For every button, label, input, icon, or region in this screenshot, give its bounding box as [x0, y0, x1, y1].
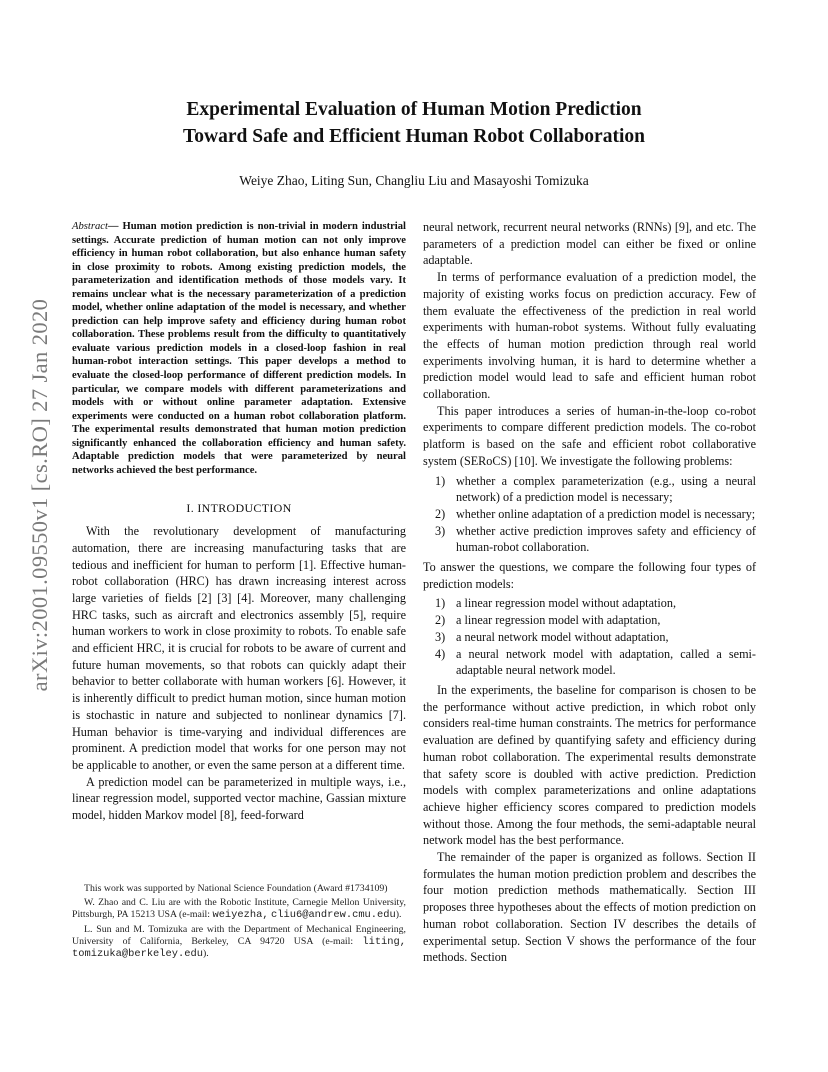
problems-list	[423, 473, 756, 557]
list-item-text: whether online adaptation of a prediction model is necessary;	[456, 506, 756, 521]
footnote-cmu-end: ).	[395, 909, 402, 921]
footnote-cmu-affiliation	[72, 897, 406, 921]
footnote-berkeley-end: ).	[202, 948, 209, 960]
list-item-number: 1)	[435, 473, 446, 488]
footnote-funding: This work was supported by National Science Foundation (Award #1734109)	[84, 883, 388, 894]
list-item-text: a linear regression model without adaptation,	[456, 596, 676, 611]
abstract	[72, 220, 406, 477]
abstract-label: Abstract	[72, 221, 108, 232]
intro-paragraph-1: With the revolutionary development of manufacturing automation, there are increasing manufacturing tasks that are tedious and inefficient for human to perform [1]. Effective human-robot collaboration (HRC) has drawn increasing interest across large varieties of fields [2] [3] [4]. Moreover, many challenging HRC tasks, such as aircraft and electronics assembly [5], require human workers to work in close proximity to robots. To enable safe and efficient HRC, it is crucial for robots to be aware of current and future human movements, so that robots can quickly adapt their behavior to better collaborate with human workers [6]. However, it is inherently difficult to predict human motion, since human motion is stochastic in nature and subjected to nonlinear dynamics [7]. Human behavior is time-varying and individual differences are prominent. A prediction model that works for one person may not be applicable to another, or even the same person at a different time.	[72, 524, 406, 772]
list-item-text: a neural network model without adaptation,	[456, 629, 669, 644]
right-column	[423, 219, 756, 966]
paper-title	[60, 96, 768, 150]
list-item	[423, 595, 756, 612]
list-item-number: 3)	[435, 629, 446, 644]
title-line-2: Toward Safe and Efficient Human Robot Collaboration	[183, 126, 645, 147]
intro-paragraph-2: A prediction model can be parameterized in multiple ways, i.e., linear regression model, supported vector machine, Gassian mixture model, hidden Markov model [8], feed-forward	[72, 774, 406, 823]
models-list	[423, 595, 756, 679]
footnote-berkeley-text: L. Sun and M. Tomizuka are with the Department of Mechanical Engineering, University of California, Berkeley, CA 94720 USA (e-mail:	[72, 923, 406, 947]
footnote-cmu-email-1[interactable]: weiyezha,	[212, 909, 269, 922]
list-item-text: whether a complex parameterization (e.g., using a neural network) of a prediction model is necessary;	[456, 473, 756, 505]
right-paragraph-6: The remainder of the paper is organized as follows. Section II formulates the human motion prediction problem and describes the four motion prediction methods mathematically. Section III proposes three hypotheses about the effects of motion prediction on human robot collaboration. Section IV describes the details of experimental setup. Section V shows the performance of the four methods. Section	[423, 850, 756, 965]
title-line-1: Experimental Evaluation of Human Motion Prediction	[186, 99, 642, 120]
right-paragraph-5: In the experiments, the baseline for comparison is chosen to be the performance without active prediction, in which robot only considers real-time human constraints. The metrics for performance evaluation are defined by quantifying safety and efficiency during human robot collaboration. The experimental results demonstrate that safety score is doubled with active prediction. Prediction models with complex parameterizations and online adaptations achieve higher efficiency scores compared to prediction models without those. Among the four methods, the semi-adaptable neural network model has the best performance.	[423, 682, 756, 848]
footnote-cmu-text: W. Zhao and C. Liu are with the Robotic Institute, Carnegie Mellon University, Pittsburgh, PA 15213 USA (e-mail:	[72, 897, 406, 921]
right-paragraph-2: In terms of performance evaluation of a prediction model, the majority of existing works focus on prediction accuracy. Few of them evaluate the effectiveness of the prediction in real world experiments with human-robot systems. Without fully evaluating the effects of human motion prediction through real world experiments involving human, it is hard to determine whether a prediction model would lead to safe and efficient human robot collaboration.	[423, 270, 756, 402]
right-paragraph-4: To answer the questions, we compare the following four types of prediction models:	[423, 560, 756, 591]
footnote-berkeley-email[interactable]: liting, tomizuka@berkeley.edu	[72, 935, 406, 961]
list-item-number: 2)	[435, 506, 446, 521]
list-item-number: 3)	[435, 523, 446, 538]
list-item-number: 1)	[435, 596, 446, 611]
list-item	[423, 506, 756, 523]
list-item	[423, 612, 756, 629]
right-paragraph-3: This paper introduces a series of human-in-the-loop co-robot experiments to compare different prediction models. The co-robot platform is based on the safe and efficient robot collaborative system (SERoCS) [10]. We investigate the following problems:	[423, 403, 756, 468]
list-item	[423, 646, 756, 679]
footnotes	[72, 883, 406, 962]
list-item	[423, 629, 756, 646]
right-paragraph-1: neural network, recurrent neural networks (RNNs) [9], and etc. The parameters of a prediction model can either be fixed or online adaptable.	[423, 220, 756, 268]
introduction-heading: I. INTRODUCTION	[186, 501, 292, 516]
list-item	[423, 523, 756, 556]
list-item-text: a neural network model with adaptation, called a semi-adaptable neural network model.	[456, 646, 756, 678]
author-list: Weiye Zhao, Liting Sun, Changliu Liu and Masayoshi Tomizuka	[239, 173, 589, 188]
abstract-text: — Human motion prediction is non-trivial in modern industrial settings. Accurate prediction of human motion can not only improve efficiency in human robot collaboration, but also enhance human safety in close proximity to robots. Among existing prediction models, the parameterization and identification methods of those models vary. It remains unclear what is the necessary parameterization of a prediction model, whether online adaptation of the model is necessary, and whether prediction can help improve safety and efficiency during human robot collaboration. These problems result from the difficulty to quantitatively evaluate various prediction models in a closed-loop fashion in real human-robot interaction settings. This paper develops a method to evaluate the closed-loop performance of different prediction models. In particular, we compare models with different parameterizations and models with or without online parameter adaptation. Extensive experiments were conducted on a human robot collaboration platform. The experimental results demonstrated that human motion prediction significantly enhanced the collaboration efficiency and human safety. Adaptable prediction models that were parameterized by neural networks achieved the best performance.	[72, 221, 406, 476]
arxiv-identifier-text: arXiv:2001.09550v1 [cs.RO] 27 Jan 2020	[27, 298, 52, 692]
left-column	[72, 220, 406, 824]
list-item-text: whether active prediction improves safety and efficiency of human-robot collaboration.	[456, 523, 756, 555]
footnote-cmu-email-2[interactable]: cliu6@andrew.cmu.edu	[271, 909, 396, 922]
list-item	[423, 473, 756, 506]
list-item-number: 2)	[435, 613, 446, 628]
list-item-number: 4)	[435, 646, 446, 661]
footnote-berkeley-affiliation	[72, 924, 406, 961]
list-item-text: a linear regression model with adaptation,	[456, 613, 661, 628]
arxiv-identifier-stamp	[20, 290, 60, 700]
